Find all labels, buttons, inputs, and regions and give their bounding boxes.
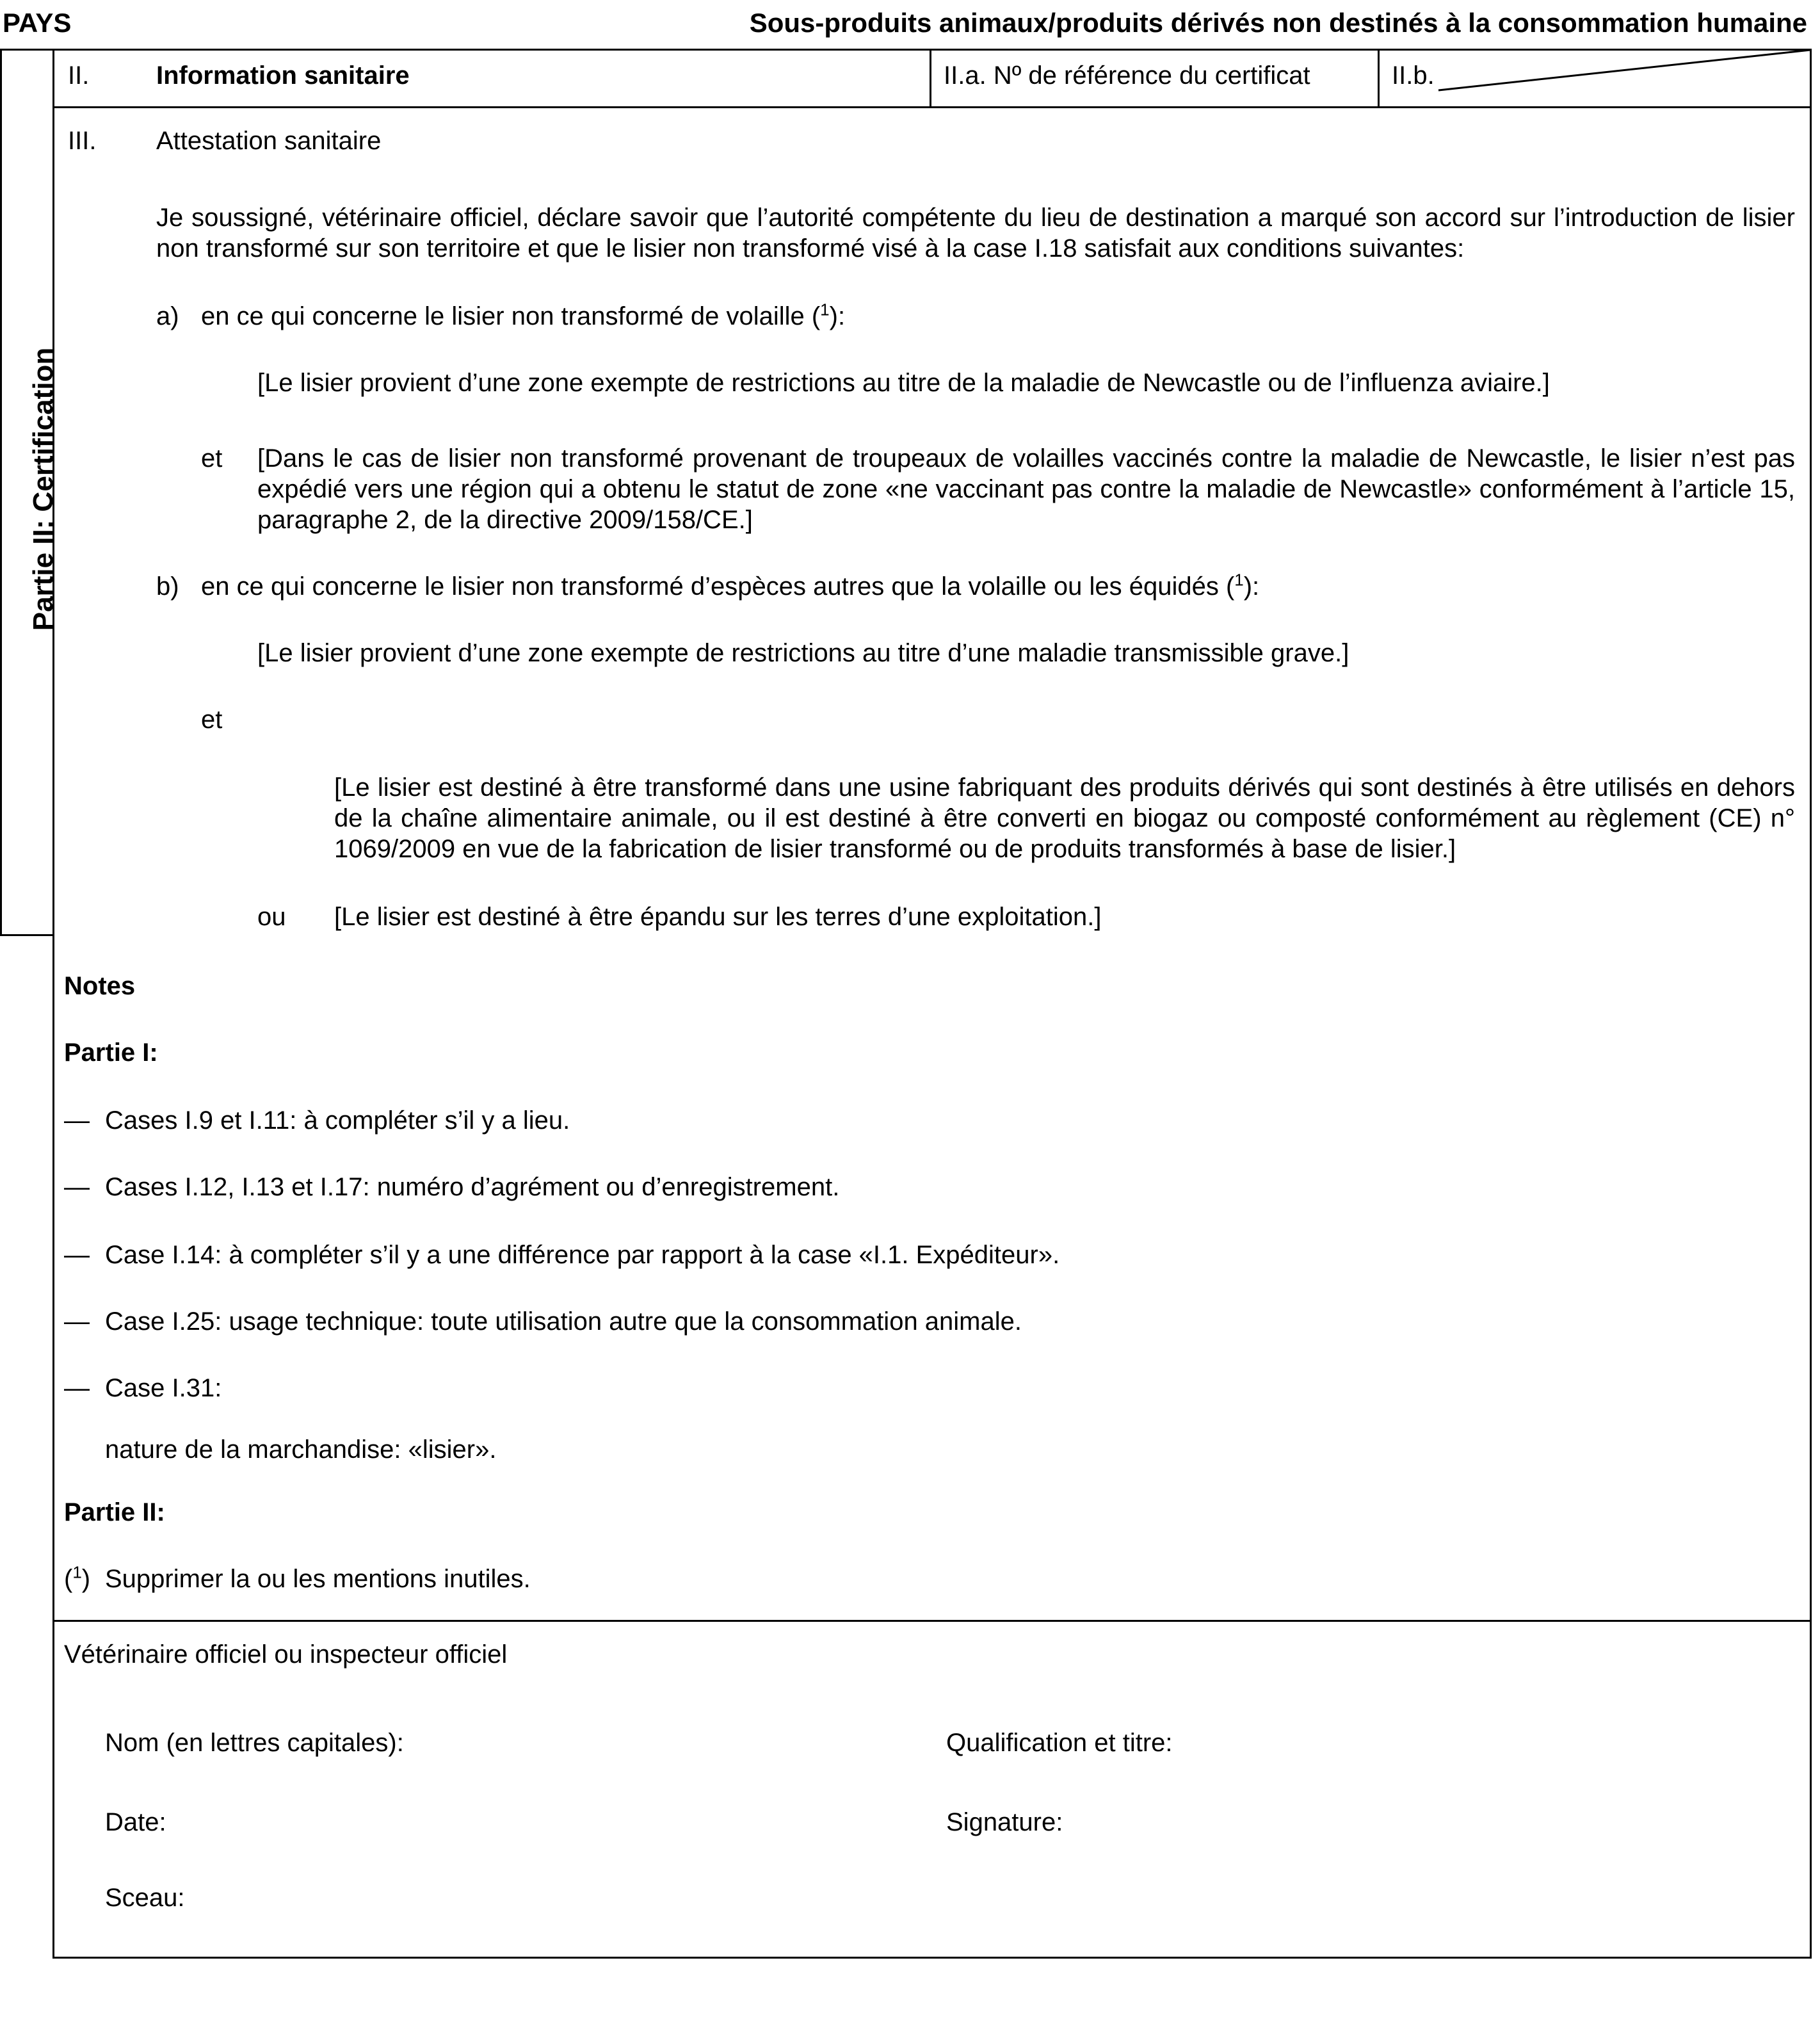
signature-label: Signature:: [946, 1808, 1063, 1836]
clause-a-option-2: [Dans le cas de lisier non transformé provenant de troupeaux de volailles vaccinés contre la maladie de Newcastle, le lisier n’est pas expédié vers une région qui a obtenu le statut de zone «ne vaccinant pas contre la maladie de Newcastle» conformément à l’article 15, paragraphe 2, de la directive 2009/158/CE.]: [257, 444, 1795, 534]
notes-title: Notes: [64, 972, 136, 1000]
list-item: —: [64, 1241, 90, 1269]
clause-b-marker: b): [156, 572, 179, 601]
list-item-text: Case I.31:: [105, 1374, 222, 1402]
clause-b-option-1: [Le lisier provient d’une zone exempte de restrictions au titre d’une maladie transmissible grave.]: [257, 639, 1349, 667]
certificate-ref-label: II.a. Nº de référence du certificat: [944, 61, 1310, 90]
list-item-text: Case I.25: usage technique: toute utilisation autre que la consommation animale.: [105, 1307, 1022, 1336]
list-item: —: [64, 1106, 90, 1135]
certificate-ref-b-label: II.b.: [1392, 61, 1435, 90]
notes-part1-title: Partie I:: [64, 1039, 158, 1067]
footnote-ref: 1: [820, 300, 830, 319]
clause-b-et: et: [201, 706, 223, 734]
list-item-text: Case I.14: à compléter s’il y a une différence par rapport à la case «I.1. Expéditeur».: [105, 1241, 1060, 1269]
right-border: [1810, 49, 1812, 1959]
bottom-border: [52, 1957, 1812, 1959]
list-item-text: Cases I.9 et I.11: à compléter s’il y a lieu.: [105, 1106, 570, 1135]
notes-part2-title: Partie II:: [64, 1498, 165, 1526]
left-border-outer: [0, 49, 2, 936]
date-label: Date:: [105, 1808, 166, 1836]
clause-a-text: en ce qui concerne le lisier non transformé de volaille ($^1$):: [201, 300, 846, 330]
clause-a-option-1: [Le lisier provient d’une zone exempte de restrictions au titre de la maladie de Newcastle ou de l’influenza aviaire.]: [257, 369, 1550, 397]
ref-b-diagonal-line: [1378, 49, 1812, 108]
list-item-text: Cases I.12, I.13 et I.17: numéro d’agrément ou d’enregistrement.: [105, 1173, 840, 1201]
ref-col-divider: [930, 49, 931, 108]
list-item-subtext: nature de la marchandise: «lisier».: [105, 1435, 497, 1464]
attestation-number: III.: [68, 127, 97, 155]
footnote-ref: 1: [1234, 570, 1244, 590]
section-title: Information sanitaire: [156, 61, 410, 90]
seal-label: Sceau:: [105, 1884, 185, 1912]
section-number: II.: [68, 61, 90, 90]
signature-top-border: [52, 1620, 1812, 1622]
side-label: Partie II: Certification: [28, 347, 59, 631]
signature-title: Vétérinaire officiel ou inspecteur officiel: [64, 1640, 508, 1669]
clause-a-et: et: [201, 444, 223, 473]
side-label-bottom-border: [0, 934, 54, 936]
name-label: Nom (en lettres capitales):: [105, 1729, 404, 1757]
footnote-text: Supprimer la ou les mentions inutiles.: [105, 1565, 531, 1593]
clause-b-text: en ce qui concerne le lisier non transformé d’espèces autres que la volaille ou les équidés ($^1$):: [201, 570, 1260, 601]
list-item: —: [64, 1307, 90, 1336]
footnote-marker: ($^1$): [64, 1562, 91, 1593]
clause-b-option-2: [Le lisier est destiné à être transformé dans une usine fabriquant des produits dérivés qui sont destinés à être utilisés en dehors de la chaîne alimentaire animale, ou il est destiné à être converti en biogaz ou composté conformément au règlement (CE) n° 1069/2009 en vue de la fabrication de lisier transformé ou de produits transformés à base de lisier.]: [334, 773, 1795, 863]
attestation-title: Attestation sanitaire: [156, 127, 382, 155]
clause-b-option-3: [Le lisier est destiné à être épandu sur les terres d’une exploitation.]: [334, 903, 1102, 931]
document-title: Sous-produits animaux/produits dérivés non destinés à la consommation humaine: [749, 8, 1807, 38]
country-label: PAYS: [3, 8, 72, 38]
list-item: —: [64, 1374, 90, 1402]
clause-a-marker: a): [156, 302, 179, 330]
list-item: —: [64, 1173, 90, 1201]
clause-b-ou: ou: [257, 903, 286, 931]
attestation-intro: Je soussigné, vétérinaire officiel, déclare savoir que l’autorité compétente du lieu de destination a marqué son accord sur l’introduction de lisier non transformé sur son territoire et que le lisier non transformé visé à la case I.18 satisfait aux conditions suivantes:: [156, 204, 1795, 263]
qualification-label: Qualification et titre:: [946, 1729, 1173, 1757]
